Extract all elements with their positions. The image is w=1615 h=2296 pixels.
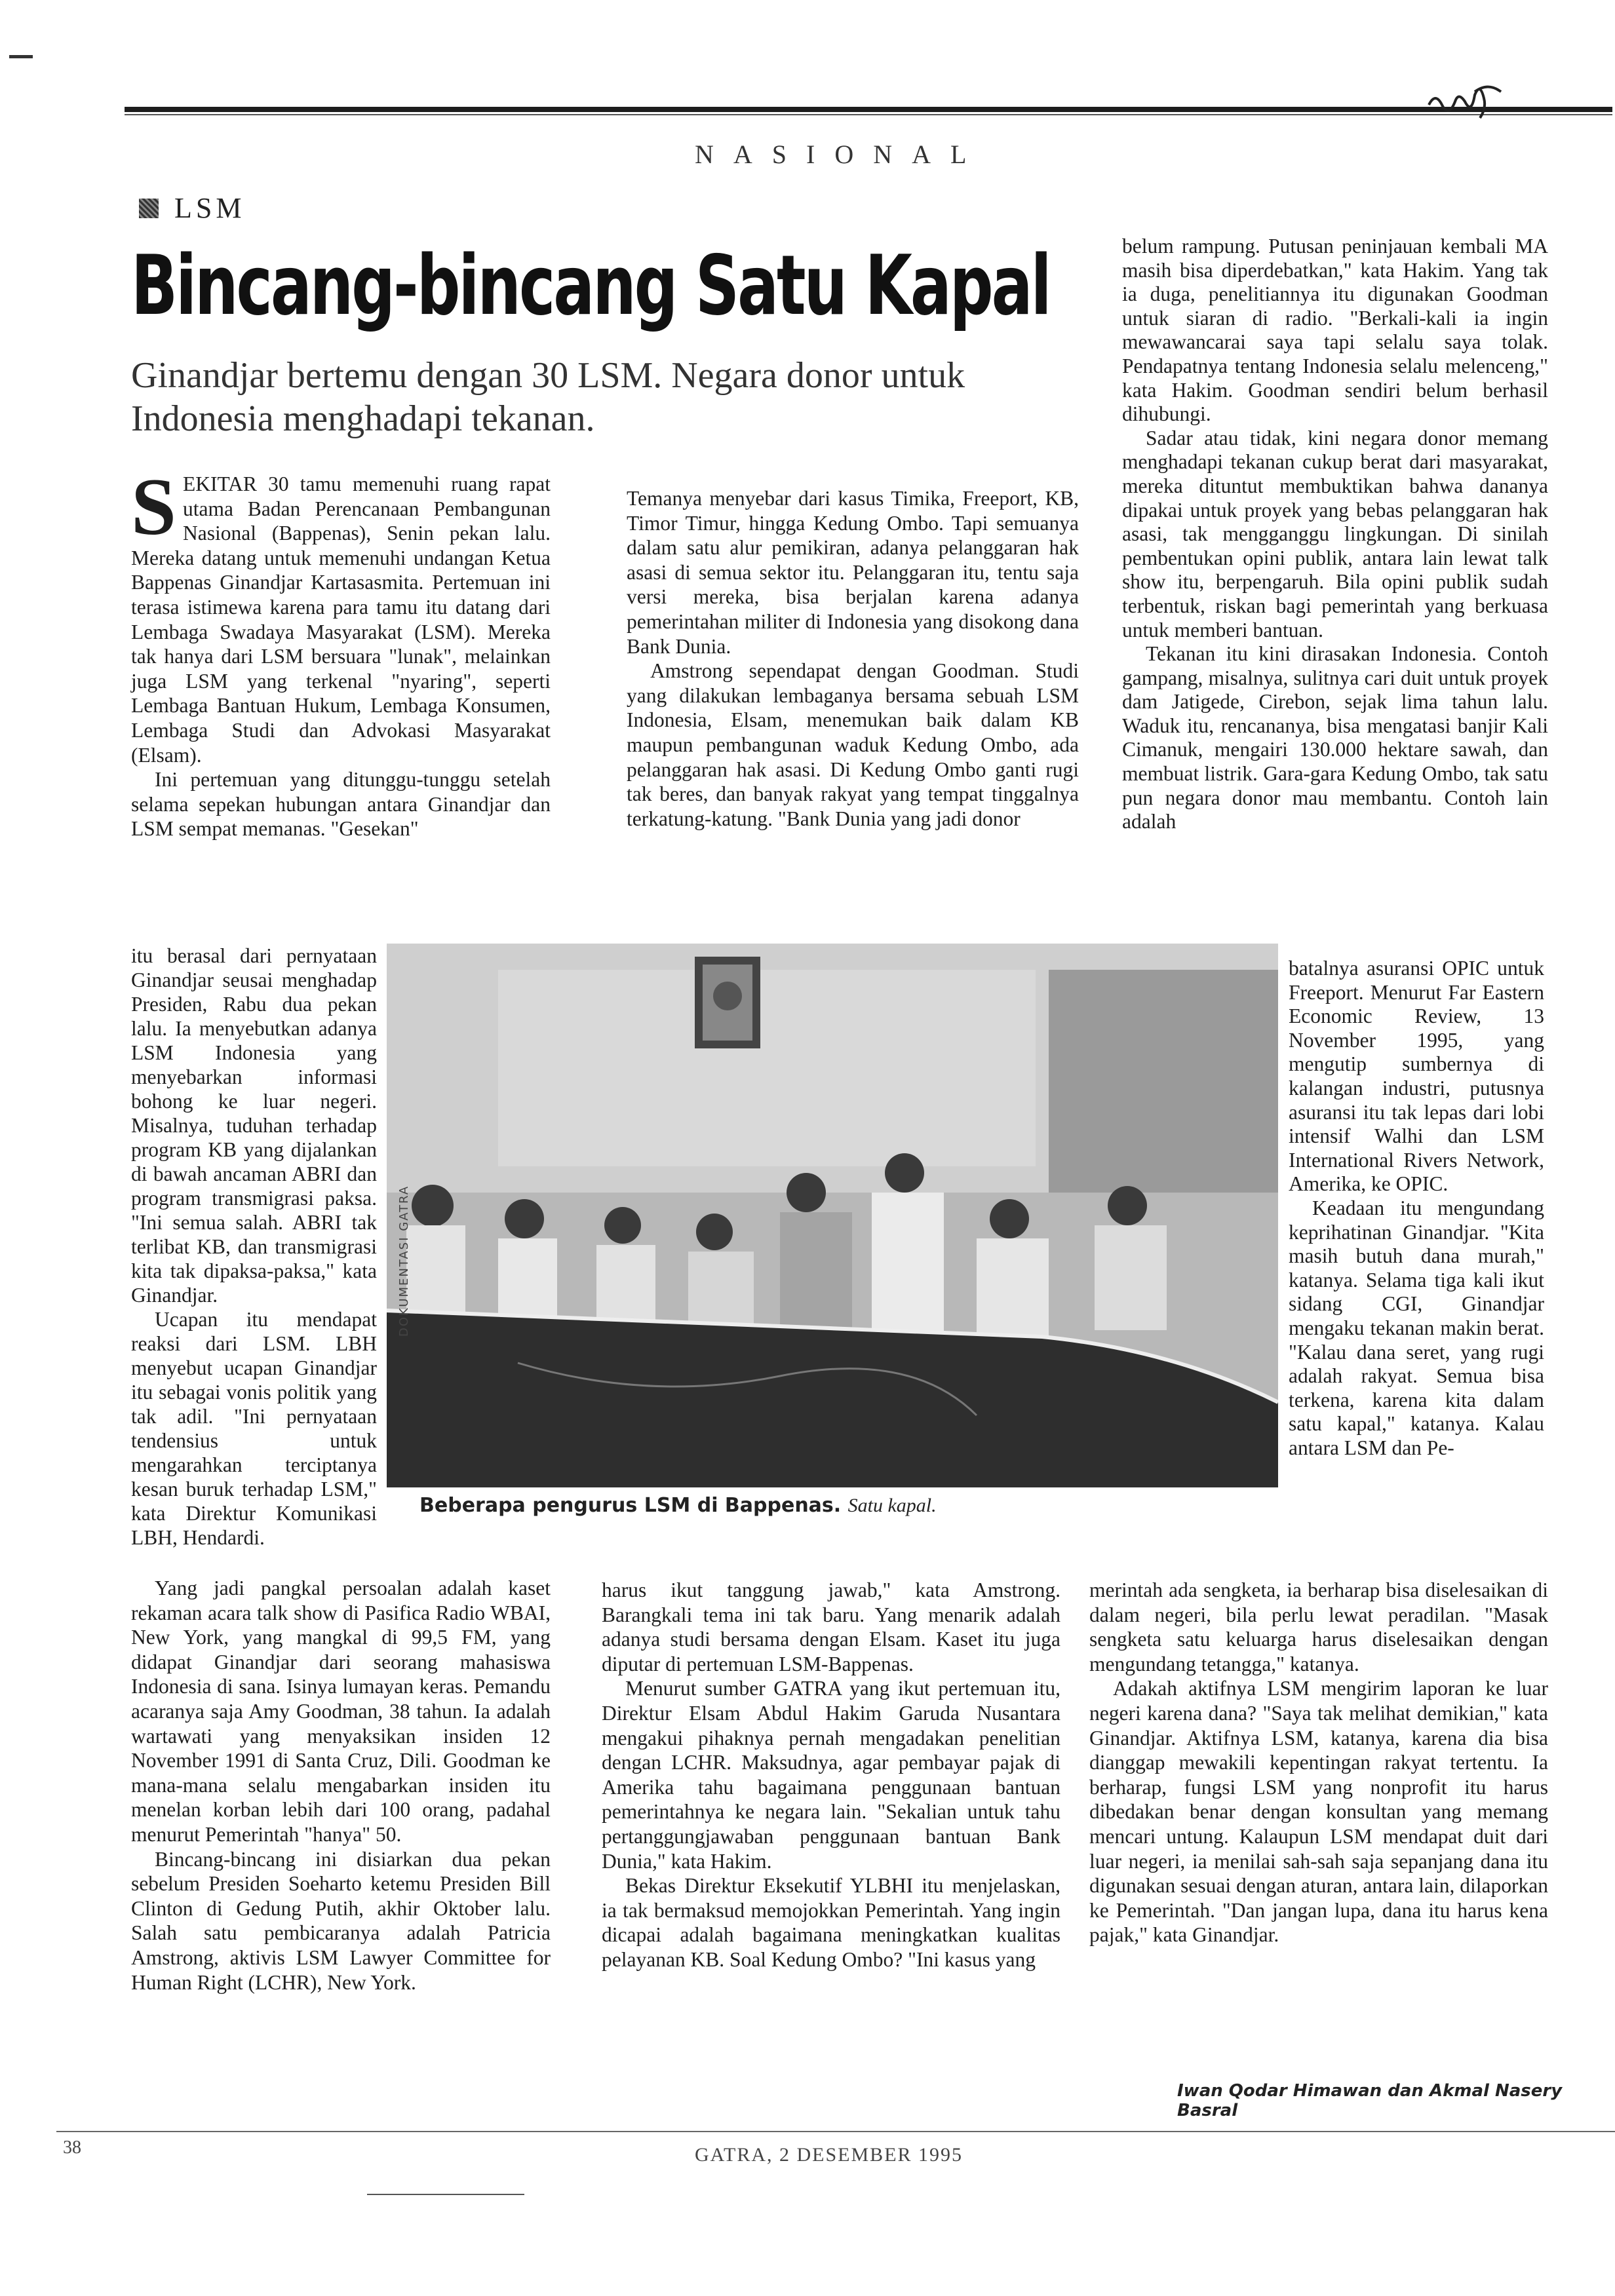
meeting-photo-illustration [387,944,1278,1487]
page-number: 38 [63,2137,81,2158]
photo-caption [419,1494,937,1517]
column-1-bottom [131,1576,551,1995]
headline: Bincang-bincang Satu Kapal [131,237,1050,334]
footer-rule [56,2131,1615,2132]
kicker [139,191,245,225]
scan-mark-bottom [367,2194,524,2195]
byline: Iwan Qodar Himawan dan Akmal Nasery Basral [1177,2081,1563,2120]
paragraph: Sadar atau tidak, kini negara donor memang menghadapi tekanan cukup berat dari masyarakat, mereka dituntut membuktikan bahwa dananya dipakai untuk proyek yang bebas pelanggaran hak asasi, tak mengganggu lingkungan. Di sinilah pembentukan opini publik, antara lain lewat talk show itu, berpengaruh. Bila opini publik sudah terbentuk, riskan bagi pemerintah yang berkuasa untuk memberi bantuan. [1122,426,1548,641]
footer-publication: GATRA, 2 DESEMBER 1995 [695,2144,963,2166]
paragraph: Menurut sumber GATRA yang ikut pertemuan itu, Direktur Elsam Abdul Hakim Garuda Nusantara mengakui pihaknya pernah mengadakan penelitian dengan LCHR. Maksudnya, agar pembayar pajak di Amerika tahu bagaimana penggunaan bantuan pemerintahnya ke negara lain. "Sekalian untuk tahu pertanggungjawaban penggunaan bantuan Bank Dunia," kata Hakim. [602,1677,1060,1873]
paragraph: Temanya menyebar dari kasus Timika, Freeport, KB, Timor Timur, hingga Kedung Ombo. Tapi semuanya dalam satu alur pemikiran, adanya pelanggaran hak asasi di semua sektor itu. Pelanggaran itu, tentu saja versi mereka, bisa berjalan karena adanya pemerintahan militer di Indonesia yang disokong dana Bank Dunia. [627,487,1079,658]
photo-credit: DOKUMENTASI GATRA [397,1185,411,1337]
column-1-narrow [131,944,377,1550]
paragraph: itu berasal dari pernyataan Ginandjar seusai menghadap Presiden, Rabu dua pekan lalu. Ia menyebutkan adanya LSM Indonesia yang menyebarkan informasi bohong ke luar negeri. Misalnya, tuduhan terhadap program KB yang dijalankan di bawah ancaman ABRI dan program transmigrasi paksa. "Ini semua salah. ABRI tak terlibat KB, dan transmigrasi kita tak dipaksa-paksa," kata Ginandjar. [131,944,377,1307]
column-2-top [627,486,1079,831]
paragraph: Ini pertemuan yang ditunggu-tunggu setelah selama sepekan hubungan antara Ginandjar dan LSM sempat memanas. "Gesekan" [131,768,551,841]
scan-mark [9,55,33,58]
kicker-text: LSM [174,192,246,224]
column-2-bottom [602,1578,1060,1972]
column-3-top [1122,235,1548,834]
top-rule-thin [125,114,1612,115]
paragraph: batalnya asuransi OPIC untuk Freeport. Menurut Far Eastern Economic Review, 13 November 1995, yang mengutip sumbernya di kalangan industri, putusnya asuransi itu tak lepas dari lobi intensif Walhi dan LSM International Rivers Network, Amerika, ke OPIC. [1289,957,1544,1196]
section-label: NASIONAL [695,140,986,169]
paragraph: Bincang-bincang ini disiarkan dua pekan sebelum Presiden Soeharto ketemu Presiden Bill Clinton di Gedung Putih, akhir Oktober lalu. Salah satu pembicaranya adalah Patricia Amstrong, aktivis LSM Lawyer Committee for Human Right (LCHR), New York. [131,1847,551,1994]
deck: Ginandjar bertemu dengan 30 LSM. Negara donor untuk Indonesia menghadapi tekanan. [131,355,965,439]
paragraph: belum rampung. Putusan peninjauan kembali MA masih bisa diperdebatkan," kata Hakim. Yang tak ia duga, penelitiannya itu digunakan Goodman untuk siaran di radio. "Berkali-kali ia ingin mewawancarai saya tapi selalu saya tolak. Pendapatnya tentang Indonesia selalu melenceng," kata Hakim. Goodman sendiri belum berhasil dihubungi. [1122,235,1548,426]
meeting-photo [387,944,1278,1487]
column-3-bottom [1089,1578,1548,1947]
photo-caption-bold: Beberapa pengurus LSM di Bappenas. [419,1494,842,1517]
paragraph: harus ikut tanggung jawab," kata Amstrong. Barangkali tema ini tak baru. Yang menarik adalah adanya studi bersama dengan Elsam. Kaset itu juga diputar di pertemuan LSM-Bappenas. [602,1578,1060,1675]
paragraph: merintah ada sengketa, ia berharap bisa diselesaikan di dalam negeri, bila perlu lewat peradilan. "Masak sengketa satu keluarga harus diselesaikan dengan mengundang tetangga," katanya. [1089,1578,1548,1675]
photo-caption-italic: Satu kapal. [847,1495,937,1516]
paragraph: Ucapan itu mendapat reaksi dari LSM. LBH menyebut ucapan Ginandjar itu sebagai vonis politik yang tak adil. "Ini pernyataan tendensius untuk mengarahkan terciptanya kesan buruk terhadap LSM," kata Direktur Komunikasi LBH, Hendardi. [131,1308,377,1549]
paragraph: Yang jadi pangkal persoalan adalah kaset rekaman acara talk show di Pasifica Radio WBAI, New York, yang mangkal di 99,5 FM, yang didapat Ginandjar dari seorang mahasiswa Indonesia di sana. Isinya lumayan keras. Pemandu acaranya saja Amy Goodman, 38 tahun. Ia adalah wartawati yang menyaksikan insiden 12 November 1991 di Santa Cruz, Dili. Goodman ke mana-mana selalu mengabarkan insiden itu menelan korban lebih dari 100 orang, padahal menurut Pemerintah "hanya" 50. [131,1577,551,1846]
paragraph: Tekanan itu kini dirasakan Indonesia. Contoh gampang, misalnya, sulitnya cari duit untuk proyek dam Jatigede, Cirebon, sejak lima tahun lalu. Waduk itu, rencananya, bisa mengatasi banjir Kali Cimanuk, mengairi 130.000 hektare sawah, dan membuat listrik. Gara-gara Kedung Ombo, tak satu pun negara donor mau membantu. Contoh lain adalah [1122,642,1548,833]
paragraph [131,462,551,767]
top-rule [125,107,1612,112]
paragraph: Adakah aktifnya LSM mengirim laporan ke luar negeri karena dana? "Saya tak melihat demikian," kata Ginandjar. Aktifnya LSM, katanya, karena dia bisa dianggap mewakili kepentingan rakyat tertentu. Ia berharap, fungsi LSM yang nonprofit itu harus dibedakan benar dengan konsultan yang memang mencari untung. Kalaupun LSM mendapat duit dari luar negeri, ia menilai sah-sah saja sepanjang dana itu digunakan sesuai dengan aturan, antara lain, dilaporkan ke Pemerintah. "Dan jangan lupa, dana itu harus kena pajak," kata Ginandjar. [1089,1677,1548,1947]
paragraph: Amstrong sependapat dengan Goodman. Studi yang dilakukan lembaganya bersama sebuah LSM Indonesia, Elsam, menemukan baik dalam KB maupun pembangunan waduk Kedung Ombo, ada pelanggaran hak asasi. Di Kedung Ombo ganti rugi tak beres, dan banyak rakyat yang tempat tinggalnya terkatung-katung. "Bank Dunia yang jadi donor [627,659,1079,830]
paragraph: Bekas Direktur Eksekutif YLBHI itu menjelaskan, ia tak bermaksud memojokkan Pemerintah. Yang ingin dicapai adalah bagaimana meningkatkan kualitas pelayanan KB. Soal Kedung Ombo? "Ini kasus yang [602,1874,1060,1971]
dropcap: S [131,462,176,552]
kicker-square-icon [139,199,159,218]
column-1-top [131,462,551,841]
paragraph-text: EKITAR 30 tamu memenuhi ruang rapat utama Badan Perencanaan Pembangunan Nasional (Bappenas), Senin pekan lalu. Mereka datang untuk memenuhi undangan Ketua Bappenas Ginandjar Kartasasmita. Pertemuan ini terasa istimewa karena para tamu itu datang dari Lembaga Swadaya Masyarakat (LSM). Mereka tak hanya dari LSM bersuara "lunak", melainkan juga LSM yang terkenal "nyaring", seperti Lembaga Bantuan Hukum, Lembaga Konsumen, Lembaga Studi dan Advokasi Masyarakat (Elsam). [131,472,551,767]
handwritten-signature [1422,79,1514,138]
paragraph: Keadaan itu mengundang keprihatinan Ginandjar. "Kita masih butuh dana murah," katanya. Selama tiga kali ikut sidang CGI, Ginandjar mengaku tekanan makin berat. "Kalau dana seret, yang rugi adalah rakyat. Semua bisa terkena, karena kita dalam satu kapal," katanya. Kalau antara LSM dan Pe- [1289,1196,1544,1459]
column-3-narrow [1289,957,1544,1460]
